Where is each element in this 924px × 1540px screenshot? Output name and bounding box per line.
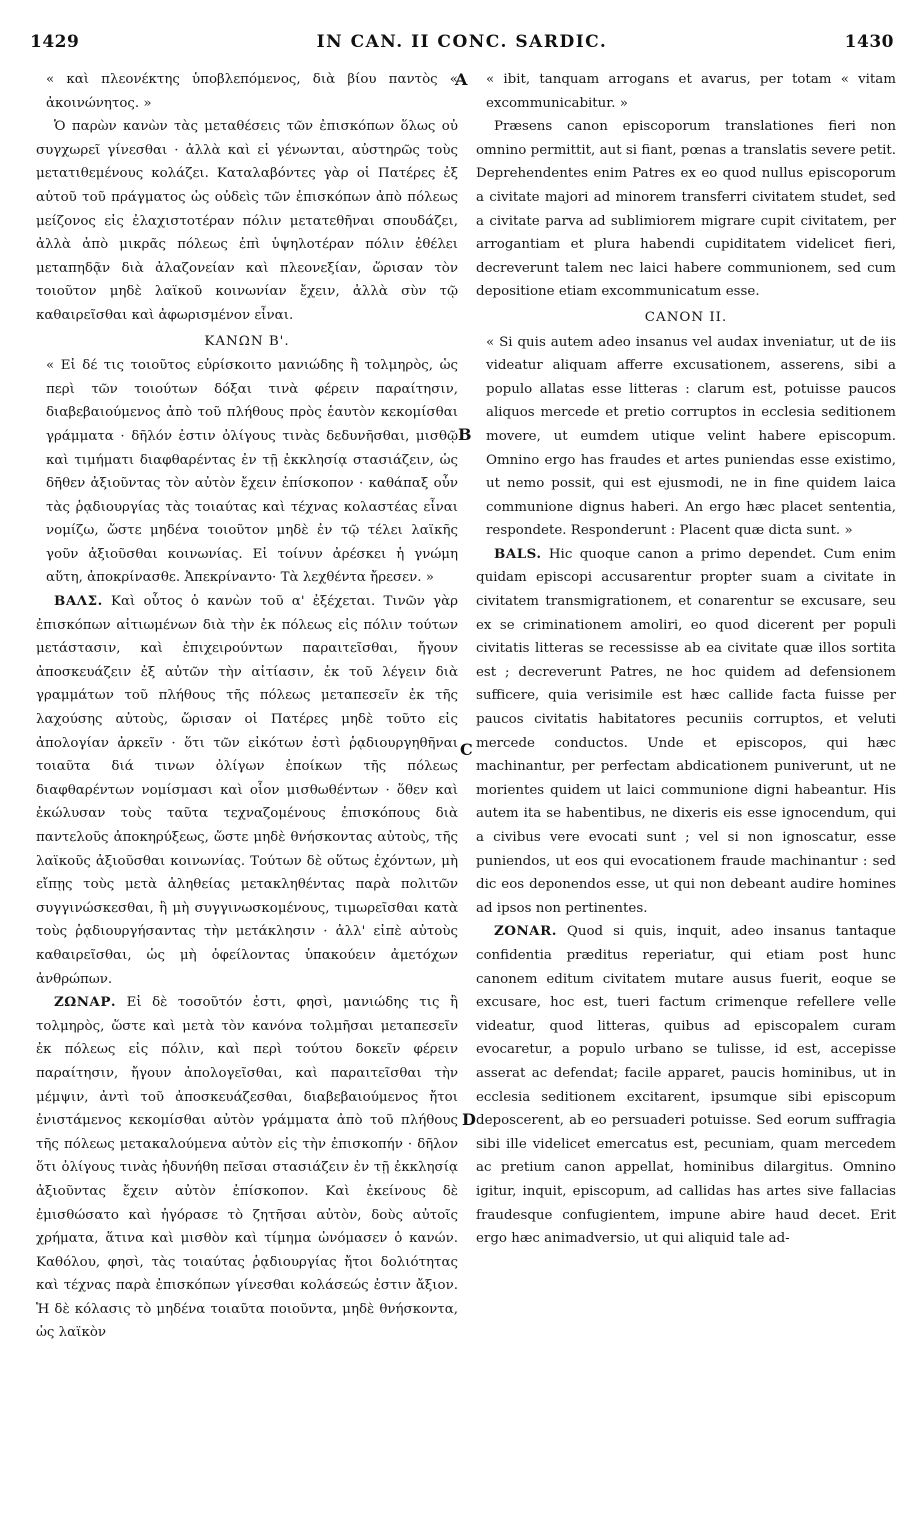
- greek-zonar-text: Εἰ δὲ τοσοῦτόν ἐστι, φησὶ, μανιώδης τις ἢ τολμηρὸς, ὥστε καὶ μετὰ τὸν κανόνα τολμῆσαι μεταπεσεῖν ἐκ πόλεως εἰς πόλιν, καὶ περὶ τούτου δοκεῖν φέρειν παραίτησιν, ἤγουν ἀπολογεῖσθαι, καὶ παραιτεῖσθαι τὴν μέμψιν, ἀντὶ τοῦ ἀποσκευάζεσθαι, διαβεβαιούμενος ἤτοι ἐνιστάμενος κεκομίσθαι αὐτὸν γράμματα ἀπὸ τοῦ πλήθους τῆς πόλεως μετακαλούμενα αὐτὸν εἰς τὴν ἐπισκοπήν · δῆλον ὅτι ὀλίγους τινὰς ἠδυνήθη πεῖσαι στασιάζειν ἐν τῇ ἐκκλησίᾳ ἀξιοῦντας ἔχειν αὐτὸν ἐπίσκοπον. Καὶ ἐκείνους δὲ ἐμισθώσατο καὶ ἠγόρασε τὸ ζητῆσαι αὐτὸν, δοὺς αὐτοῖς χρήματα, ἅτινα καὶ μισθὸν καὶ τίμημα ὠνόμασεν ὁ κανών. Καθόλου, φησὶ, τὰς τοιαύτας ῥᾳδιουργίας ἤτοι δολιότητας καὶ τέχνας παρὰ ἐπισκόπων γίνεσθαι κολάσεώς ἐστιν ἄξιον. Ἡ δὲ κόλασις τὸ μηδένα τοιαῦτα ποιοῦντα, μηδὲ θνήσκοντα, ὡς λαϊκὸν: [36, 995, 458, 1341]
- latin-canon-heading: CANON II.: [644, 309, 728, 325]
- latin-column: [476, 68, 896, 1251]
- page-number-left: 1429: [30, 32, 80, 52]
- latin-intro-quote: « ibit, tanquam arrogans et avarus, per totam « vitam excommunicabitur. »: [486, 72, 896, 111]
- greek-bals-paragraph: [36, 590, 458, 991]
- greek-canon-heading: ΚΑΝΩΝ Β'.: [204, 333, 290, 349]
- greek-intro-quote: « καὶ πλεονέκτης ὑποβλεπόμενος, διὰ βίου παντὸς « ἀκοινώνητος. »: [46, 72, 458, 111]
- page-number-right: 1430: [844, 32, 894, 52]
- margin-mark-a: A: [455, 70, 468, 89]
- latin-bals-paragraph: [476, 543, 896, 921]
- page-header: [30, 28, 894, 56]
- margin-mark-d: D: [462, 1110, 476, 1129]
- greek-zonar-label: ΖΩΝΑΡ.: [54, 994, 117, 1011]
- greek-bals-text: Καὶ οὗτος ὁ κανὼν τοῦ α' ἐξέχεται. Τινῶν γὰρ ἐπισκόπων αἰτιωμένων διὰ τὴν ἐκ πόλεως εἰς πόλιν τούτων μετάστασιν, καὶ ἐπιχειρούντων παραιτεῖσθαι, ἤγουν ἀποσκευάζειν ἐξ αὐτῶν τὴν αἰτίασιν, ἐκ τοῦ λέγειν διὰ γραμμάτων τοῦ πλήθους τῆς πόλεως μεταπεσεῖν ἐκ τῆς λαχούσης αὐτοὺς, ὥρισαν οἱ Πατέρες μηδὲ τοῦτο εἰς ἀπολογίαν ἀρκεῖν · ὅτι τῶν εἰκότων ἐστὶ ῥᾳδιουργηθῆναι τοιαῦτα διά τινων ὀλίγων ἐποίκων τῆς πόλεως διαφθαρέντων νομίσμασι καὶ οἷον μισθωθέντων · ὅθεν καὶ ἐκώλυσαν τοὺς ταῦτα τεχναζομένους ἐπισκόπους διὰ παντελοῦς ἀποκηρύξεως, ὥστε μηδὲ θνήσκοντας αὐτοὺς, τῆς λαϊκοῦς ἀξιοῦσθαι κοινωνίας. Τούτων δὲ οὕτως ἐχόντων, μὴ εἴπῃς τοὺς μετὰ ἀληθείας μετακληθέντας παρὰ πολιτῶν συγγινώσκεσθαι, ἢ μὴ συγγινωσκομένους, τιμωρεῖσθαι κατὰ τοὺς ῥᾳδιουργήσαντας τὴν μετάκλησιν · ἀλλ' εἰπὲ αὐτοὺς καθαιρεῖσθαι, ὡς μὴ ὀφείλοντας ὑπακούειν ἀμετόχων ἀνθρώπων.: [36, 594, 458, 987]
- running-title: IN CAN. II CONC. SARDIC.: [316, 32, 608, 52]
- latin-bals-label: BALS.: [494, 545, 542, 562]
- latin-bals-text: Hic quoque canon a primo dependet. Cum enim quidam episcopi accusarentur propter suam a civitate in civitatem transmigrationem, et conarentur se excusare, seu ex se criminationem amoliri, eo quod dicerent per populi civitatis litteras se recessisse ab ea civitate quæ illos sortita est ; decreverunt Patres, ne hoc quidem ad defensionem sufficere, quia verisimile est hæc callide facta fuisse per paucos civitatis habitatores pecuniis corruptos, et veluti mercede conductos. Unde et episcopos, qui hæc machinantur, per perfectam abdicationem puniverunt, ut ne morientes quidem ut laici communione digni habeantur. His autem ita se habentibus, ne dixeris eis esse ignocendum, qui a civibus vere evocati sunt ; vel si non ignoscatur, esse puniendos, ut eos qui evocationem fraude machinantur : sed dic eos deponendos esse, ut qui non debeant audire homines ad ipsos non pertinentes.: [476, 546, 896, 916]
- margin-mark-c: C: [460, 740, 473, 759]
- margin-mark-b: B: [458, 425, 472, 444]
- greek-canon-text: « Εἰ δέ τις τοιοῦτος εὑρίσκοιτο μανιώδης ἢ τολμηρὸς, ὡς περὶ τῶν τοιούτων δόξαι τινὰ φέρειν παραίτησιν, διαβεβαιούμενος ἀπὸ τοῦ πλήθους πρὸς ἑαυτὸν κεκομίσθαι γράμματα · δῆλόν ἐστιν ὀλίγους τινὰς δεδυνῆσθαι, μισθῷ καὶ τιμήματι διαφθαρέντας ἐν τῇ ἐκκλησίᾳ στασιάζειν, ὡς δῆθεν ἀξιοῦντας τὸν αὐτὸν ἔχειν ἐπίσκοπον · καθάπαξ οὖν τὰς ῥᾳδιουργίας τὰς τοιαύτας καὶ τέχνας κολαστέας εἶναι νομίζω, ὥστε μηδένα τοιοῦτον μηδὲ ἐν τῷ τέλει λαϊκῆς γοῦν ἀξιοῦσθαι κοινωνίας. Εἰ τοίνυν ἀρέσκει ἡ γνώμη αὕτη, ἀποκρίνασθε. Ἀπεκρίναντο· Τὰ λεχθέντα ἤρεσεν. »: [46, 358, 458, 586]
- greek-column: [36, 68, 458, 1345]
- greek-zonar-paragraph: [36, 991, 458, 1345]
- greek-bals-label: ΒΑΛΣ.: [54, 593, 103, 610]
- latin-zonar-label: ZONAR.: [494, 923, 557, 940]
- latin-canon-text: « Si quis autem adeo insanus vel audax inveniatur, ut de iis videatur aliquam afferre excusationem, asserens, sibi a populo allatas esse litteras : clarum est, potuisse paucos aliquos mercede et pretio corruptos in ecclesia seditionem movere, ut eumdem utique velint habere episcopum. Omnino ergo has fraudes et artes puniendas esse existimo, ut nemo possit, qui est ejusmodi, ne in fine quidem laica communione dignus haberi. An ergo hæc placet sententia, respondete. Responderunt : Placent quæ dicta sunt. »: [486, 334, 896, 539]
- greek-intro-text: Ὁ παρὼν κανὼν τὰς μεταθέσεις τῶν ἐπισκόπων ὅλως οὐ συγχωρεῖ γίνεσθαι · ἀλλὰ καὶ εἰ γένωνται, αὐστηρῶς τοὺς μετατιθεμένους κολάζει. Καταλαβόντες γὰρ οἱ Πατέρες ἐξ αὐτοῦ τοῦ πράγματος ὡς οὐδεὶς τῶν ἐπισκόπων ἀπὸ πόλεως μείζονος εἰς ἐλαχιστοτέραν πόλιν μετατεθῆναι σπουδάζει, ἀλλὰ ἀπὸ μικρᾶς πόλεως ἐπὶ ὑψηλοτέραν πόλιν ἐθέλει μεταπηδᾷν διὰ ἀλαζονείαν καὶ πλεονεξίαν, ὥρισαν τὸν τοιοῦτον μηδὲ λαϊκοῦ κοινωνίαν ἔχειν, ἀλλὰ σὺν τῷ καθαιρεῖσθαι καὶ ἀφωρισμένον εἶναι.: [36, 119, 458, 323]
- latin-zonar-text: Quod si quis, inquit, adeo insanus tantaque confidentia præditus reperiatur, qui etiam post hunc canonem editum civitatem mutare ausus fuerit, eoque se excusare, hoc est, tueri factum crimenque refellere velle videatur, quod litteras, quibus ad episcopalem curam evocaretur, a populo urbano se tulisse, id est, accepisse asserat ac defendat; facile apparet, paucis hominibus, ut in ecclesia seditionem excitarent, ipsumque sibi episcopum deposcerent, ab eo persuaderi potuisse. Sed eorum suffragia sibi ille videlicet emercatus est, pecuniam, quam mercedem ac pretium canon appellat, hominibus dilargitus. Omnino igitur, inquit, episcopum, ad callidas has artes sive fallacias fraudesque confugientem, impune abire haud decet. Erit ergo hæc animadversio, ut qui aliquid tale ad-: [476, 924, 896, 1247]
- latin-intro-text: Præsens canon episcoporum translationes fieri non omnino permittit, aut si fiant, pœnas a translatis severe petit. Deprehendentes enim Patres ex eo quod nullus episcoporum a civitate majori ad minorem transferri civitatem studet, sed a civitate parva ad sublimiorem migrare cupit civitatem, per arrogantiam et plura habendi cupiditatem videlicet fieri, decreverunt talem nec laici habere communionem, sed cum depositione etiam excommunicatum esse.: [476, 119, 896, 300]
- latin-zonar-paragraph: [476, 920, 896, 1250]
